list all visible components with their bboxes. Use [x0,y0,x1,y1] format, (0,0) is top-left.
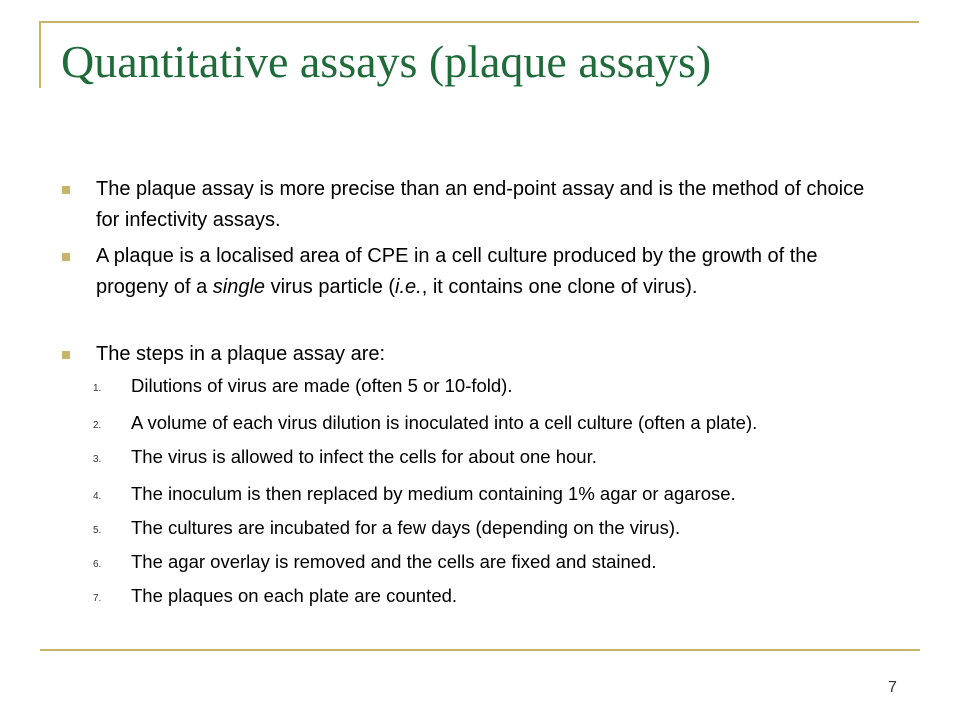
step-text: The virus is allowed to infect the cells for about one hour. [131,446,597,467]
bullet-marker [62,351,70,359]
slide-title: Quantitative assays (plaque assays) [61,36,712,87]
step-number: 2. [93,420,102,431]
step-number: 7. [93,593,102,604]
bullet-2-part3: , it contains one clone of virus). [421,276,698,298]
step-text: The agar overlay is removed and the cells are fixed and stained. [131,551,657,572]
bullet-text-2 [96,241,876,303]
step-number: 1. [93,383,102,394]
bullet-marker [62,186,70,194]
step-number: 4. [93,491,102,502]
bullet-text-3: The steps in a plaque assay are: [96,343,386,365]
step-text: A volume of each virus dilution is inoculated into a cell culture (often a plate). [131,412,758,433]
bullet-marker [62,253,70,261]
step-number: 5. [93,525,102,536]
step-text: The plaques on each plate are counted. [131,585,458,606]
step-number: 3. [93,454,102,465]
footer-rule [40,649,920,651]
frame-left-rule [39,21,41,88]
bullet-2-part1: A plaque is a localised area of CPE in a cell culture produced by the growth of the progeny of a [96,245,818,298]
bullet-text-1: The plaque assay is more precise than an end-point assay and is the method of choice for infectivity assays. [96,178,865,231]
frame-top-rule [39,21,919,23]
step-text: Dilutions of virus are made (often 5 or 10-fold). [131,375,513,396]
bullet-2-emphasis-single: single [212,276,266,298]
step-number: 6. [93,559,102,570]
bullet-2-part2: virus particle ( [265,276,396,298]
page-number: 7 [888,679,897,696]
step-text: The cultures are incubated for a few days (depending on the virus). [131,517,681,538]
step-text: The inoculum is then replaced by medium containing 1% agar or agarose. [131,483,736,504]
bullet-2-emphasis-ie: i.e. [395,276,422,298]
